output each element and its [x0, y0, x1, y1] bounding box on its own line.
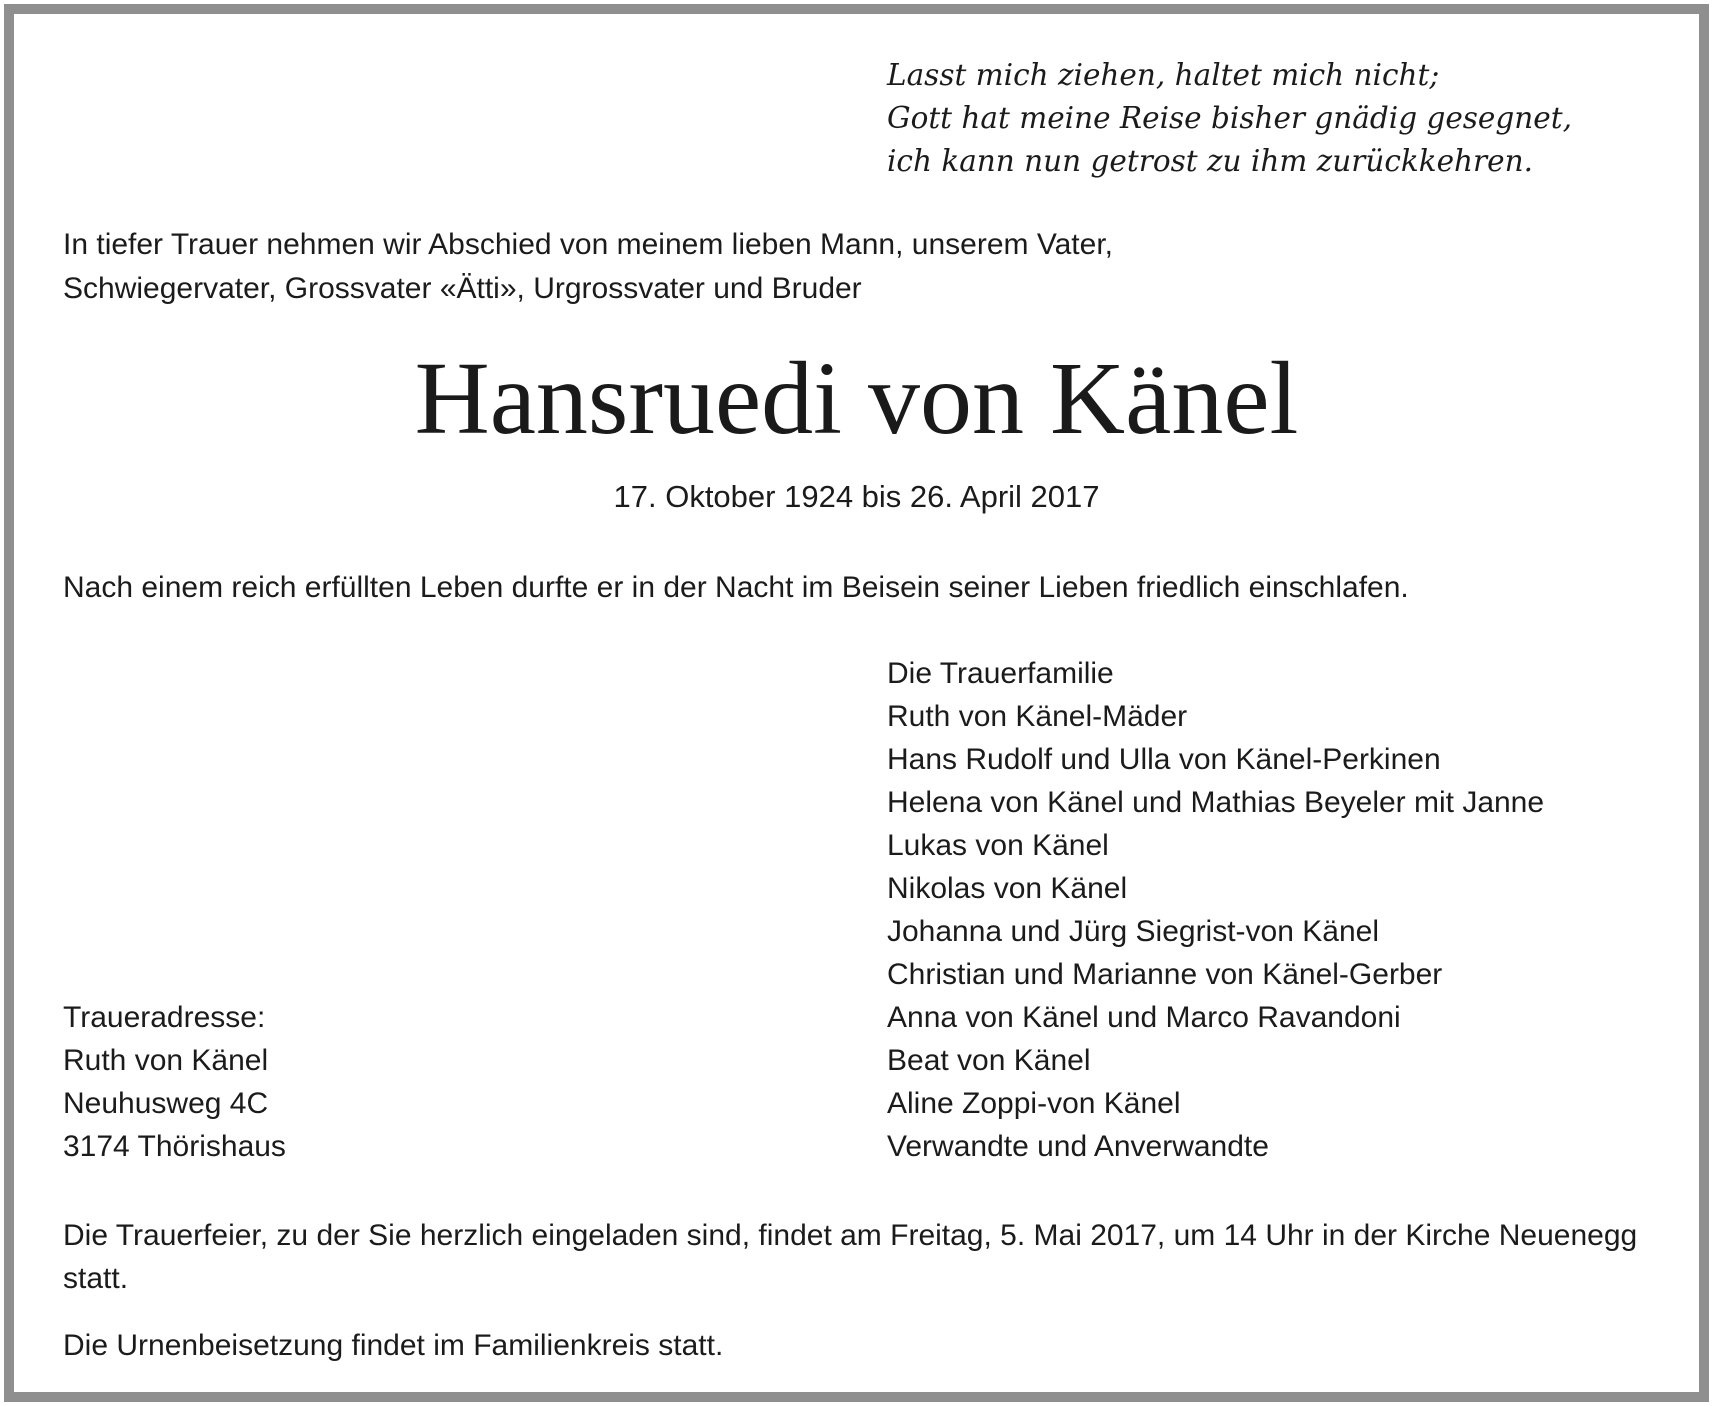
burial-notice: Die Urnenbeisetzung findet im Familienkreis statt. — [63, 1329, 724, 1362]
motto-line: ich kann nun getrost zu ihm zurückkehren. — [887, 144, 1533, 178]
motto-line: Gott hat meine Reise bisher gnädig gesegnet, — [887, 101, 1572, 135]
family-heading: Die Trauerfamilie — [887, 657, 1114, 690]
address-heading: Traueradresse: — [63, 1001, 266, 1034]
mourning-address — [63, 996, 286, 1168]
passing-message: Nach einem reich erfüllten Leben durfte er in der Nacht im Beisein seiner Lieben friedlich einschlafen. — [63, 571, 1409, 604]
family-member: Lukas von Känel — [887, 829, 1109, 862]
address-name: Ruth von Känel — [63, 1044, 269, 1077]
family-member: Helena von Känel und Mathias Beyeler mit Janne — [887, 786, 1545, 819]
motto-line: Lasst mich ziehen, haltet mich nicht; — [887, 58, 1440, 92]
family-list — [887, 652, 1544, 1168]
family-member: Hans Rudolf und Ulla von Känel-Perkinen — [887, 743, 1441, 776]
deceased-name: Hansruedi von Känel — [414, 341, 1299, 456]
life-dates: 17. Oktober 1924 bis 26. April 2017 — [613, 479, 1100, 514]
family-member: Beat von Känel — [887, 1044, 1091, 1077]
family-member: Johanna und Jürg Siegrist-von Känel — [887, 915, 1379, 948]
family-member: Nikolas von Känel — [887, 872, 1128, 905]
intro-line: Schwiegervater, Grossvater «Ätti», Urgrossvater und Bruder — [63, 272, 862, 305]
obituary-frame — [4, 4, 1709, 1402]
family-member: Ruth von Känel-Mäder — [887, 700, 1188, 733]
address-street: Neuhusweg 4C — [63, 1087, 269, 1120]
motto-quote — [887, 54, 1572, 183]
family-member: Anna von Känel und Marco Ravandoni — [887, 1001, 1401, 1034]
intro-line: In tiefer Trauer nehmen wir Abschied von meinem lieben Mann, unserem Vater, — [63, 228, 1113, 261]
ceremony-notice: Die Trauerfeier, zu der Sie herzlich eingeladen sind, findet am Freitag, 5. Mai 2017, um 14 Uhr in der Kirche Neuenegg statt. — [63, 1219, 1638, 1295]
family-member: Christian und Marianne von Känel-Gerber — [887, 958, 1443, 991]
family-member: Verwandte und Anverwandte — [887, 1130, 1269, 1163]
address-city: 3174 Thörishaus — [63, 1130, 286, 1163]
family-member: Aline Zoppi-von Känel — [887, 1087, 1181, 1120]
intro-text — [63, 223, 1113, 311]
